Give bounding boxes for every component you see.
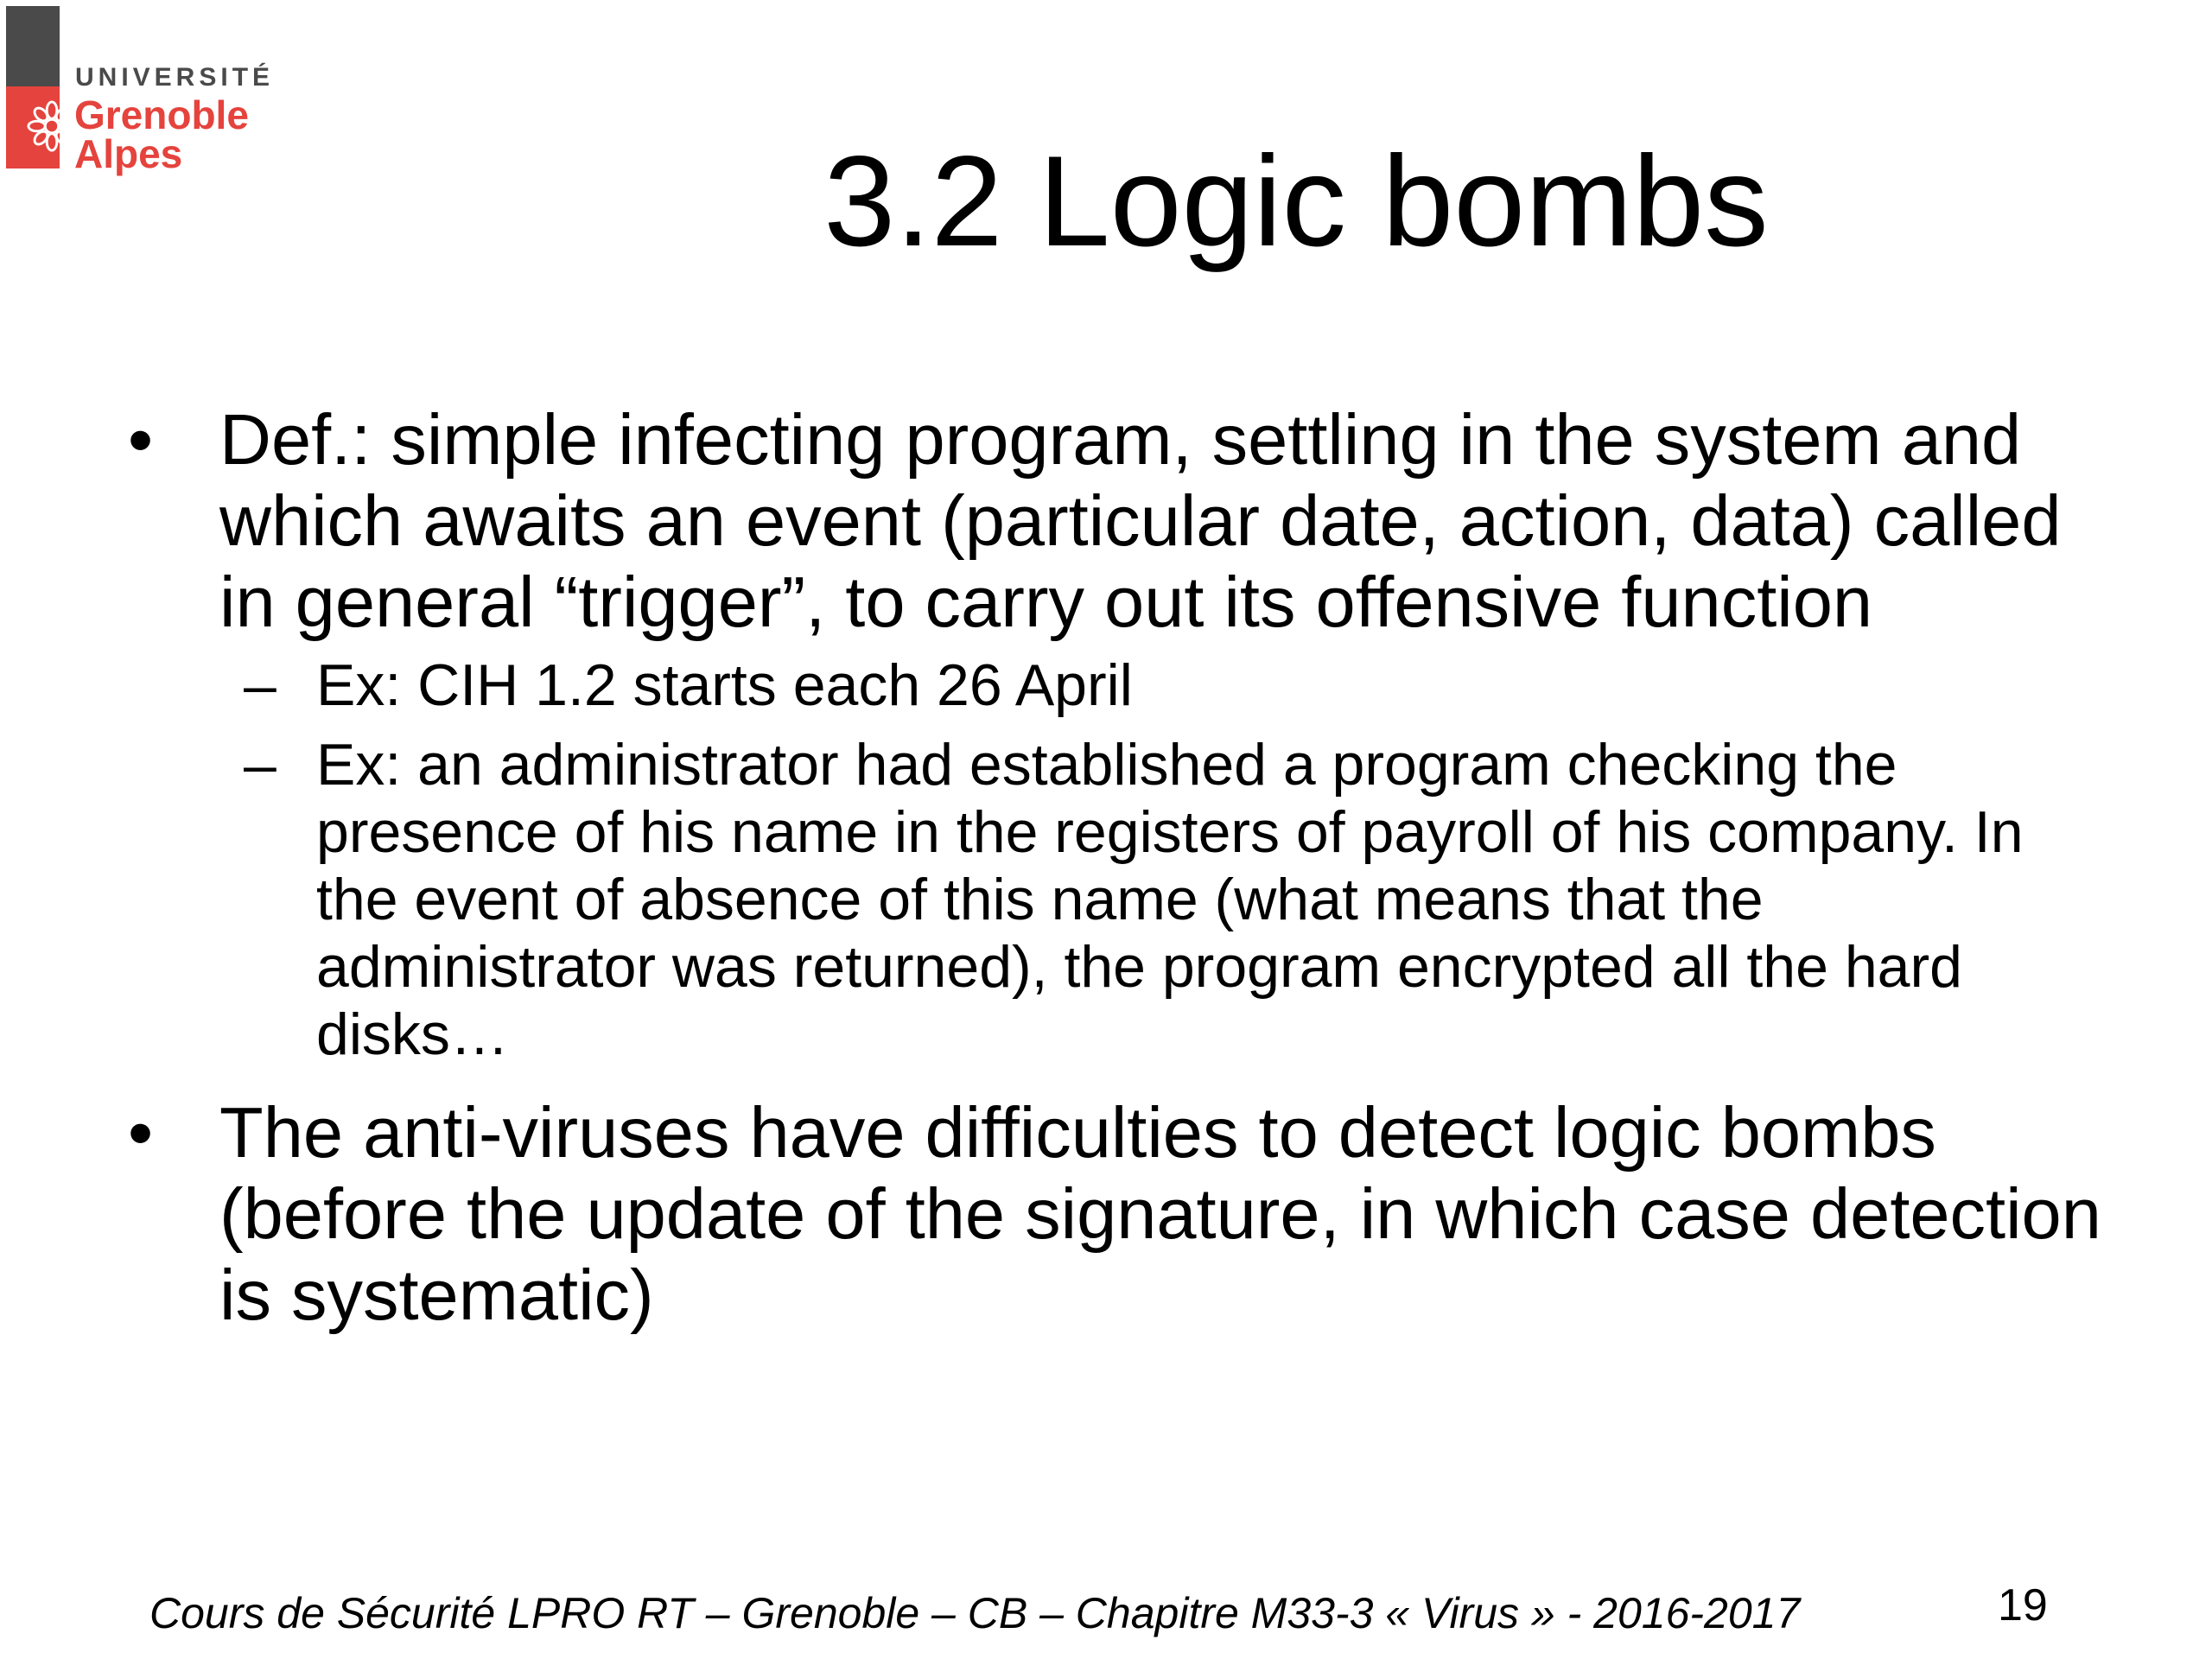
slide-footer: Cours de Sécurité LPRO RT – Grenoble – CB – Chapitre M33-3 « Virus » - 2016-2017 — [149, 1589, 1801, 1637]
sub-bullet-item — [128, 731, 2115, 1068]
sub-bullet-item — [128, 652, 2115, 719]
sub-bullet-text: Ex: CIH 1.2 starts each 26 April — [316, 652, 1133, 718]
dash-marker: – — [244, 732, 276, 798]
dash-marker: – — [244, 652, 276, 718]
bullet-item — [128, 1092, 2115, 1336]
logo-alpes-text: Alpes — [74, 131, 183, 176]
bullet-text: The anti-viruses have difficulties to detect logic bombs (before the update of the signature, in which case detection is systematic) — [219, 1092, 2101, 1335]
slide-title-wrapper — [0, 129, 2212, 273]
sub-bullet-text: Ex: an administrator had established a program checking the presence of his name in the registers of payroll of his company. In the event of absence of this name (what means that the administrator was returned), the program encrypted all the hard disks… — [316, 732, 2024, 1067]
bullet-text: Def.: simple infecting program, settling in the system and which awaits an event (particular date, action, data) called in general “trigger”, to carry out its offensive function — [219, 399, 2062, 642]
bullet-marker: • — [128, 399, 154, 480]
slide-title: 3.2 Logic bombs — [823, 129, 1769, 273]
logo-grenoble-text: Grenoble — [74, 92, 249, 137]
slide-content — [128, 399, 2115, 1336]
bullet-item — [128, 399, 2115, 643]
logo-universite-text: UNIVERSITÉ — [75, 63, 275, 92]
page-number: 19 — [1998, 1580, 2048, 1630]
bullet-marker: • — [128, 1092, 154, 1173]
logo-gray-block — [6, 6, 60, 86]
